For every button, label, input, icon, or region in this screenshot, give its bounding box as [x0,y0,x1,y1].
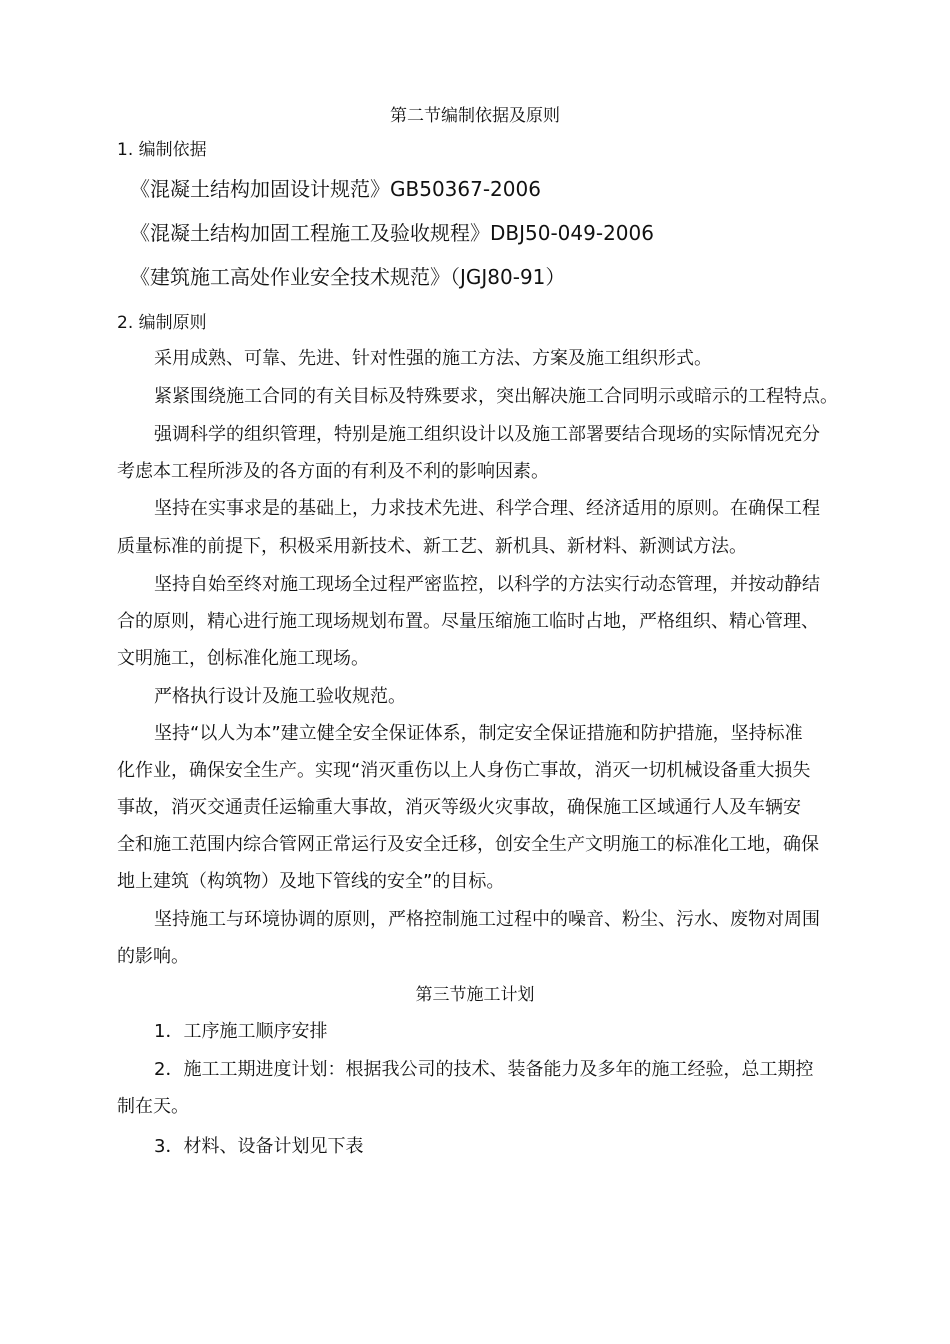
reference-item: 《建筑施工高处作业安全技术规范》（JGJ80-91） [130,265,566,289]
paragraph-line: 坚持在实事求是的基础上，力求技术先进、科学合理、经济适用的原则。在确保工程 [154,498,820,519]
basis-heading: 1. 编制依据 [117,140,207,160]
paragraph-line: 质量标准的前提下，积极采用新技术、新工艺、新机具、新材料、新测试方法。 [117,536,747,557]
paragraph-line: 地上建筑（构筑物）及地下管线的安全”的目标。 [117,871,505,892]
paragraph-line: 紧紧围绕施工合同的有关目标及特殊要求，突出解决施工合同明示或暗示的工程特点。 [154,386,838,407]
reference-item: 《混凝土结构加固设计规范》GB50367-2006 [130,177,541,201]
section-title: 第三节施工计划 [415,985,535,1005]
plan-item-continuation: 制在天。 [117,1096,189,1117]
paragraph-line: 事故，消灭交通责任运输重大事故，消灭等级火灾事故，确保施工区域通行人及车辆安 [117,797,801,818]
plan-item: 3．材料、设备计划见下表 [154,1136,364,1157]
plan-item: 2．施工工期进度计划：根据我公司的技术、装备能力及多年的施工经验，总工期控 [154,1059,814,1080]
paragraph-line: 全和施工范围内综合管网正常运行及安全迁移，创安全生产文明施工的标准化工地，确保 [117,834,819,855]
section-title: 第二节编制依据及原则 [390,106,560,126]
paragraph-line: 采用成熟、可靠、先进、针对性强的施工方法、方案及施工组织形式。 [154,348,712,369]
plan-item: 1．工序施工顺序安排 [154,1021,328,1042]
paragraph-line: 考虑本工程所涉及的各方面的有利及不利的影响因素。 [117,461,549,482]
paragraph-line: 文明施工，创标准化施工现场。 [117,648,369,669]
paragraph-line: 严格执行设计及施工验收规范。 [154,686,406,707]
paragraph-line: 合的原则，精心进行施工现场规划布置。尽量压缩施工临时占地，严格组织、精心管理、 [117,611,819,632]
paragraph-line: 强调科学的组织管理，特别是施工组织设计以及施工部署要结合现场的实际情况充分 [154,424,820,445]
principles-heading: 2. 编制原则 [117,313,207,333]
paragraph-line: 化作业，确保安全生产。实现“消灭重伤以上人身伤亡事故，消灭一切机械设备重大损失 [117,760,811,781]
paragraph-line: 的影响。 [117,946,189,967]
reference-item: 《混凝土结构加固工程施工及验收规程》DBJ50-049-2006 [130,221,654,245]
paragraph-line: 坚持自始至终对施工现场全过程严密监控，以科学的方法实行动态管理，并按动静结 [154,574,820,595]
paragraph-line: 坚持施工与环境协调的原则，严格控制施工过程中的噪音、粉尘、污水、废物对周围 [154,909,820,930]
paragraph-line: 坚持“以人为本”建立健全安全保证体系，制定安全保证措施和防护措施，坚持标准 [154,723,803,744]
